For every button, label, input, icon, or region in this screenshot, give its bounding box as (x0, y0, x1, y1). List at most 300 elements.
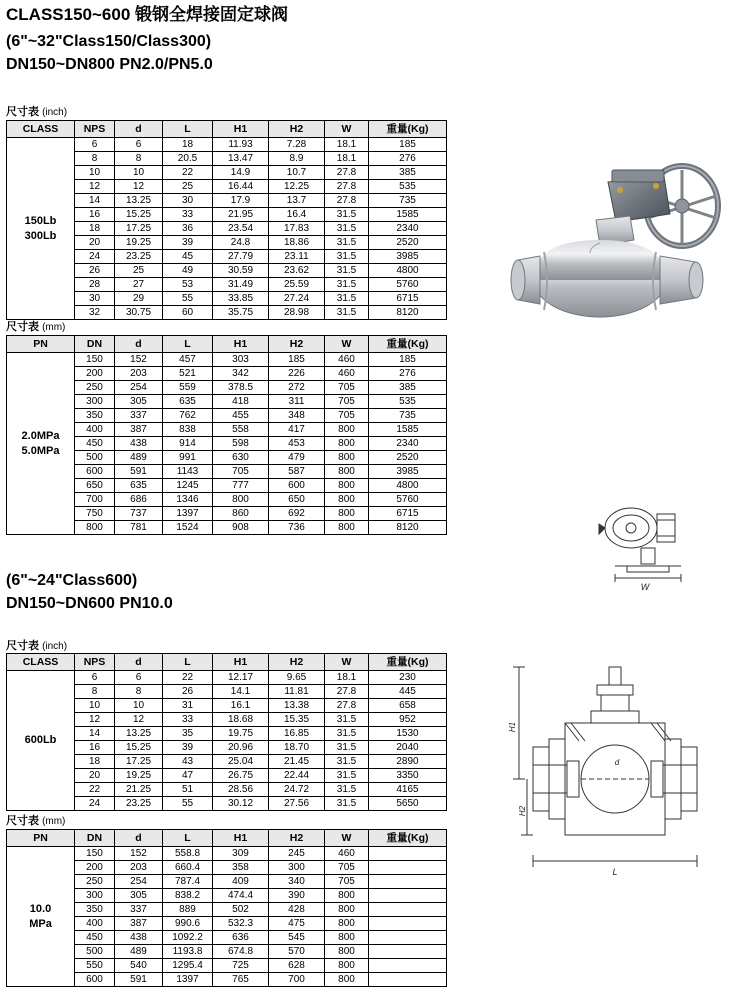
table-cell: 500 (75, 945, 115, 959)
table-cell: 559 (163, 381, 213, 395)
table-cell: 587 (269, 465, 325, 479)
table-cell: 1245 (163, 479, 213, 493)
table-cell: 787.4 (163, 875, 213, 889)
table-cell: 3350 (369, 769, 447, 783)
table-cell: 2890 (369, 755, 447, 769)
table-cell: 18.1 (325, 671, 369, 685)
table-cell: 3985 (369, 465, 447, 479)
table-cell: 658 (369, 699, 447, 713)
table-cell: 750 (75, 507, 115, 521)
table-cell: 12 (115, 180, 163, 194)
table-cell: 540 (115, 959, 163, 973)
table-cell: 18 (163, 138, 213, 152)
column-header: L (163, 336, 213, 353)
table-cell: 990.6 (163, 917, 213, 931)
table-cell: 500 (75, 451, 115, 465)
table-cell: 13.25 (115, 194, 163, 208)
table-cell: 800 (325, 479, 369, 493)
table-cell: 8120 (369, 306, 447, 320)
table-cell: 570 (269, 945, 325, 959)
table-cell: 305 (115, 889, 163, 903)
table-cell: 735 (369, 194, 447, 208)
table-cell: 700 (269, 973, 325, 987)
table-cell: 13.38 (269, 699, 325, 713)
column-header: H2 (269, 830, 325, 847)
table-cell: 21.25 (115, 783, 163, 797)
table-cell: 26 (75, 264, 115, 278)
table-cell: 705 (213, 465, 269, 479)
table-cell: 2040 (369, 741, 447, 755)
table-cell: 31.5 (325, 250, 369, 264)
table-cell: 535 (369, 180, 447, 194)
table-cell: 31.5 (325, 741, 369, 755)
table-cell: 460 (325, 367, 369, 381)
table-cell: 18.1 (325, 152, 369, 166)
table-cell: 27.79 (213, 250, 269, 264)
table-cell (369, 889, 447, 903)
table-row (7, 353, 447, 367)
table-cell: 55 (163, 292, 213, 306)
column-header: L (163, 830, 213, 847)
table-cell: 22.44 (269, 769, 325, 783)
column-header: 重量(Kg) (369, 336, 447, 353)
table-cell: 31.5 (325, 713, 369, 727)
column-header: d (115, 121, 163, 138)
class-label-cell: 600Lb (7, 671, 75, 811)
table-cell: 200 (75, 367, 115, 381)
table4-caption-text: 尺寸表 (6, 815, 39, 827)
table-cell: 185 (269, 353, 325, 367)
table-cell: 21.95 (213, 208, 269, 222)
table-cell: 735 (369, 409, 447, 423)
table-cell: 19.25 (115, 236, 163, 250)
table-cell: 5760 (369, 278, 447, 292)
table-cell: 1346 (163, 493, 213, 507)
table-cell: 628 (269, 959, 325, 973)
table-cell: 5650 (369, 797, 447, 811)
column-header: CLASS (7, 121, 75, 138)
table-cell: 460 (325, 353, 369, 367)
table-cell: 474.4 (213, 889, 269, 903)
table-cell: 650 (269, 493, 325, 507)
table-cell: 11.81 (269, 685, 325, 699)
table-cell: 1585 (369, 423, 447, 437)
table-cell: 20.96 (213, 741, 269, 755)
table-cell: 800 (325, 423, 369, 437)
table-cell: 387 (115, 917, 163, 931)
svg-text:W: W (640, 582, 650, 590)
table-cell: 31 (163, 699, 213, 713)
table-cell: 705 (325, 409, 369, 423)
table-cell: 31.5 (325, 783, 369, 797)
table-cell: 33.85 (213, 292, 269, 306)
table-cell: 30 (75, 292, 115, 306)
table-cell: 39 (163, 741, 213, 755)
table-cell: 250 (75, 875, 115, 889)
table-cell: 26.75 (213, 769, 269, 783)
table-cell: 591 (115, 973, 163, 987)
table-cell: 558 (213, 423, 269, 437)
table-cell: 800 (325, 931, 369, 945)
table-cell: 185 (369, 138, 447, 152)
table-cell (369, 931, 447, 945)
table-cell: 254 (115, 875, 163, 889)
table-cell: 8 (115, 685, 163, 699)
table-cell: 591 (115, 465, 163, 479)
table-cell: 31.49 (213, 278, 269, 292)
table-cell: 6715 (369, 292, 447, 306)
table-cell: 991 (163, 451, 213, 465)
table-cell: 22 (163, 671, 213, 685)
table-cell: 800 (325, 437, 369, 451)
table2-caption-text: 尺寸表 (6, 321, 39, 333)
table-cell: 32 (75, 306, 115, 320)
table-cell: 10 (115, 166, 163, 180)
table-cell: 12 (75, 180, 115, 194)
table-cell: 12.17 (213, 671, 269, 685)
table-cell: 9.65 (269, 671, 325, 685)
table-cell: 31.5 (325, 727, 369, 741)
table-cell: 800 (325, 521, 369, 535)
table1-caption (6, 103, 67, 119)
table-cell: 417 (269, 423, 325, 437)
table-cell: 8.9 (269, 152, 325, 166)
table-cell: 18.68 (213, 713, 269, 727)
table-cell: 31.5 (325, 797, 369, 811)
table-cell: 8 (75, 152, 115, 166)
table-cell: 7.28 (269, 138, 325, 152)
table-cell (369, 875, 447, 889)
column-header: H1 (213, 830, 269, 847)
table-cell: 16 (75, 208, 115, 222)
svg-text:H2: H2 (518, 805, 527, 817)
table-cell: 203 (115, 861, 163, 875)
table-cell: 692 (269, 507, 325, 521)
table-cell: 1143 (163, 465, 213, 479)
svg-text:L: L (612, 867, 618, 877)
column-header: H2 (269, 336, 325, 353)
table-cell: 532.3 (213, 917, 269, 931)
table-cell: 27.8 (325, 166, 369, 180)
table-cell: 49 (163, 264, 213, 278)
table-cell: 650 (75, 479, 115, 493)
table-cell: 545 (269, 931, 325, 945)
table-row (7, 671, 447, 685)
table-cell: 33 (163, 208, 213, 222)
table-cell: 635 (115, 479, 163, 493)
column-header: 重量(Kg) (369, 121, 447, 138)
table-cell: 800 (325, 903, 369, 917)
column-header: d (115, 654, 163, 671)
table-cell: 337 (115, 903, 163, 917)
page-title: CLASS150~600 锻钢全焊接固定球阀 (6, 5, 288, 24)
table-cell: 309 (213, 847, 269, 861)
table-cell: 16.44 (213, 180, 269, 194)
table-cell: 8120 (369, 521, 447, 535)
title-block (6, 4, 526, 75)
table-cell (369, 847, 447, 861)
table-cell: 800 (325, 465, 369, 479)
table-cell: 800 (325, 945, 369, 959)
table-cell: 24 (75, 250, 115, 264)
table-cell: 13.47 (213, 152, 269, 166)
column-header: H1 (213, 654, 269, 671)
table-cell: 31.5 (325, 292, 369, 306)
table-cell: 3985 (369, 250, 447, 264)
table-cell: 387 (115, 423, 163, 437)
table-cell: 300 (75, 395, 115, 409)
table-cell: 1295.4 (163, 959, 213, 973)
table-cell: 358 (213, 861, 269, 875)
table-cell: 47 (163, 769, 213, 783)
table-cell: 765 (213, 973, 269, 987)
table-cell (369, 945, 447, 959)
table-cell: 203 (115, 367, 163, 381)
table-cell: 762 (163, 409, 213, 423)
table-cell: 1193.8 (163, 945, 213, 959)
table3-caption (6, 637, 67, 653)
table-cell: 18 (75, 222, 115, 236)
table-cell: 25.04 (213, 755, 269, 769)
table-cell: 20 (75, 769, 115, 783)
table-cell: 17.9 (213, 194, 269, 208)
table-cell: 305 (115, 395, 163, 409)
column-header: H1 (213, 121, 269, 138)
table-cell: 800 (325, 493, 369, 507)
table-cell: 777 (213, 479, 269, 493)
table-cell: 39 (163, 236, 213, 250)
table-cell: 300 (269, 861, 325, 875)
column-header: d (115, 336, 163, 353)
table-cell: 2520 (369, 451, 447, 465)
table-cell: 378.5 (213, 381, 269, 395)
table-row (7, 847, 447, 861)
table3-caption-unit: (inch) (42, 641, 68, 652)
table-cell: 30 (163, 194, 213, 208)
table-cell: 705 (325, 395, 369, 409)
table-cell: 17.25 (115, 755, 163, 769)
table-cell: 418 (213, 395, 269, 409)
column-header: W (325, 336, 369, 353)
table-header-row (7, 336, 447, 353)
table-cell: 800 (325, 507, 369, 521)
column-header: CLASS (7, 654, 75, 671)
table-cell: 705 (325, 861, 369, 875)
table-cell: 952 (369, 713, 447, 727)
table-cell: 342 (213, 367, 269, 381)
cross-section-drawing (505, 665, 745, 880)
column-header: PN (7, 336, 75, 353)
table-cell: 1524 (163, 521, 213, 535)
table-cell: 152 (115, 353, 163, 367)
table-cell: 200 (75, 861, 115, 875)
table-cell: 1585 (369, 208, 447, 222)
table-cell: 20.5 (163, 152, 213, 166)
table-cell: 600 (269, 479, 325, 493)
table-cell: 4165 (369, 783, 447, 797)
table-cell: 13.7 (269, 194, 325, 208)
table-cell: 450 (75, 931, 115, 945)
table-cell: 889 (163, 903, 213, 917)
title-sub-2: DN150~DN800 PN2.0/PN5.0 (6, 56, 213, 73)
table-cell: 8 (115, 152, 163, 166)
column-header: NPS (75, 121, 115, 138)
table-cell: 24.72 (269, 783, 325, 797)
table-cell: 303 (213, 353, 269, 367)
column-header: PN (7, 830, 75, 847)
table-cell: 13.25 (115, 727, 163, 741)
table-cell: 6 (75, 671, 115, 685)
table-cell: 457 (163, 353, 213, 367)
table-cell: 16.4 (269, 208, 325, 222)
table2-caption-unit: (mm) (42, 322, 66, 333)
table-cell: 1092.2 (163, 931, 213, 945)
table-cell: 43 (163, 755, 213, 769)
table-cell: 31.5 (325, 264, 369, 278)
table-cell: 686 (115, 493, 163, 507)
table-cell: 25.59 (269, 278, 325, 292)
column-header: DN (75, 830, 115, 847)
table-cell: 450 (75, 437, 115, 451)
table-row (7, 138, 447, 152)
column-header: H1 (213, 336, 269, 353)
table-cell: 438 (115, 931, 163, 945)
table-cell: 460 (325, 847, 369, 861)
table1-caption-text: 尺寸表 (6, 106, 39, 118)
table-cell: 736 (269, 521, 325, 535)
column-header: L (163, 121, 213, 138)
table-cell: 230 (369, 671, 447, 685)
table-cell: 31.5 (325, 278, 369, 292)
column-header: NPS (75, 654, 115, 671)
table-cell: 27.8 (325, 180, 369, 194)
table-cell: 489 (115, 451, 163, 465)
svg-text:H1: H1 (508, 721, 517, 733)
table-cell: 6 (115, 138, 163, 152)
table-cell: 14 (75, 194, 115, 208)
table-cell: 28.56 (213, 783, 269, 797)
table-cell: 385 (369, 381, 447, 395)
table-cell: 35.75 (213, 306, 269, 320)
column-header: 重量(Kg) (369, 654, 447, 671)
table-cell: 350 (75, 903, 115, 917)
table-cell: 400 (75, 423, 115, 437)
table-cell: 479 (269, 451, 325, 465)
table-cell: 11.93 (213, 138, 269, 152)
column-header: W (325, 830, 369, 847)
table-cell: 27.24 (269, 292, 325, 306)
table-cell: 30.59 (213, 264, 269, 278)
table-cell: 36 (163, 222, 213, 236)
table-cell: 18.86 (269, 236, 325, 250)
table-cell (369, 917, 447, 931)
table-cell: 150 (75, 847, 115, 861)
table-cell: 276 (369, 367, 447, 381)
table-cell: 630 (213, 451, 269, 465)
column-header: 重量(Kg) (369, 830, 447, 847)
table-cell: 25 (115, 264, 163, 278)
table-cell: 226 (269, 367, 325, 381)
table-header-row (7, 121, 447, 138)
table-cell: 16 (75, 741, 115, 755)
table-cell: 31.5 (325, 769, 369, 783)
table-cell: 385 (369, 166, 447, 180)
table-cell: 800 (325, 973, 369, 987)
column-header: DN (75, 336, 115, 353)
table-cell: 23.11 (269, 250, 325, 264)
table-cell: 10.7 (269, 166, 325, 180)
column-header: H2 (269, 121, 325, 138)
table-cell: 22 (163, 166, 213, 180)
table-cell: 14 (75, 727, 115, 741)
table-cell: 445 (369, 685, 447, 699)
table-cell: 272 (269, 381, 325, 395)
table-cell: 19.25 (115, 769, 163, 783)
table-cell: 10 (75, 699, 115, 713)
section2-title-2: DN150~DN600 PN10.0 (6, 595, 173, 612)
table-cell: 12 (75, 713, 115, 727)
table-cell: 438 (115, 437, 163, 451)
table-cell: 20 (75, 236, 115, 250)
table-cell: 2520 (369, 236, 447, 250)
table-cell: 31.5 (325, 222, 369, 236)
table-cell: 18 (75, 755, 115, 769)
table-cell: 15.25 (115, 208, 163, 222)
table-cell: 16.1 (213, 699, 269, 713)
table-cell: 14.1 (213, 685, 269, 699)
table-cell: 348 (269, 409, 325, 423)
table-cell: 4800 (369, 479, 447, 493)
svg-text:d: d (614, 758, 620, 767)
table-cell: 152 (115, 847, 163, 861)
table-cell: 53 (163, 278, 213, 292)
class-label-cell: 10.0 MPa (7, 847, 75, 987)
table-cell: 254 (115, 381, 163, 395)
table-cell: 24 (75, 797, 115, 811)
table-cell: 28.98 (269, 306, 325, 320)
table-cell: 29 (115, 292, 163, 306)
table-cell (369, 903, 447, 917)
table-cell: 390 (269, 889, 325, 903)
table-cell: 489 (115, 945, 163, 959)
table-cell: 15.25 (115, 741, 163, 755)
table-cell: 27 (115, 278, 163, 292)
table-cell: 33 (163, 713, 213, 727)
table-cell: 428 (269, 903, 325, 917)
table4-caption-unit: (mm) (42, 816, 66, 827)
table-cell: 8 (75, 685, 115, 699)
table-cell: 27.8 (325, 699, 369, 713)
table-cell: 31.5 (325, 208, 369, 222)
table-cell: 800 (325, 959, 369, 973)
table-cell: 23.54 (213, 222, 269, 236)
table-cell: 502 (213, 903, 269, 917)
table-cell: 340 (269, 875, 325, 889)
table-cell: 45 (163, 250, 213, 264)
table-cell: 705 (325, 875, 369, 889)
table-cell: 600 (75, 973, 115, 987)
table-cell: 705 (325, 381, 369, 395)
table-cell: 400 (75, 917, 115, 931)
table-cell: 800 (325, 451, 369, 465)
table-cell: 914 (163, 437, 213, 451)
table-cell: 30.12 (213, 797, 269, 811)
table-cell: 1530 (369, 727, 447, 741)
table3-caption-text: 尺寸表 (6, 640, 39, 652)
table-cell: 800 (213, 493, 269, 507)
table-cell: 30.75 (115, 306, 163, 320)
table-cell: 598 (213, 437, 269, 451)
